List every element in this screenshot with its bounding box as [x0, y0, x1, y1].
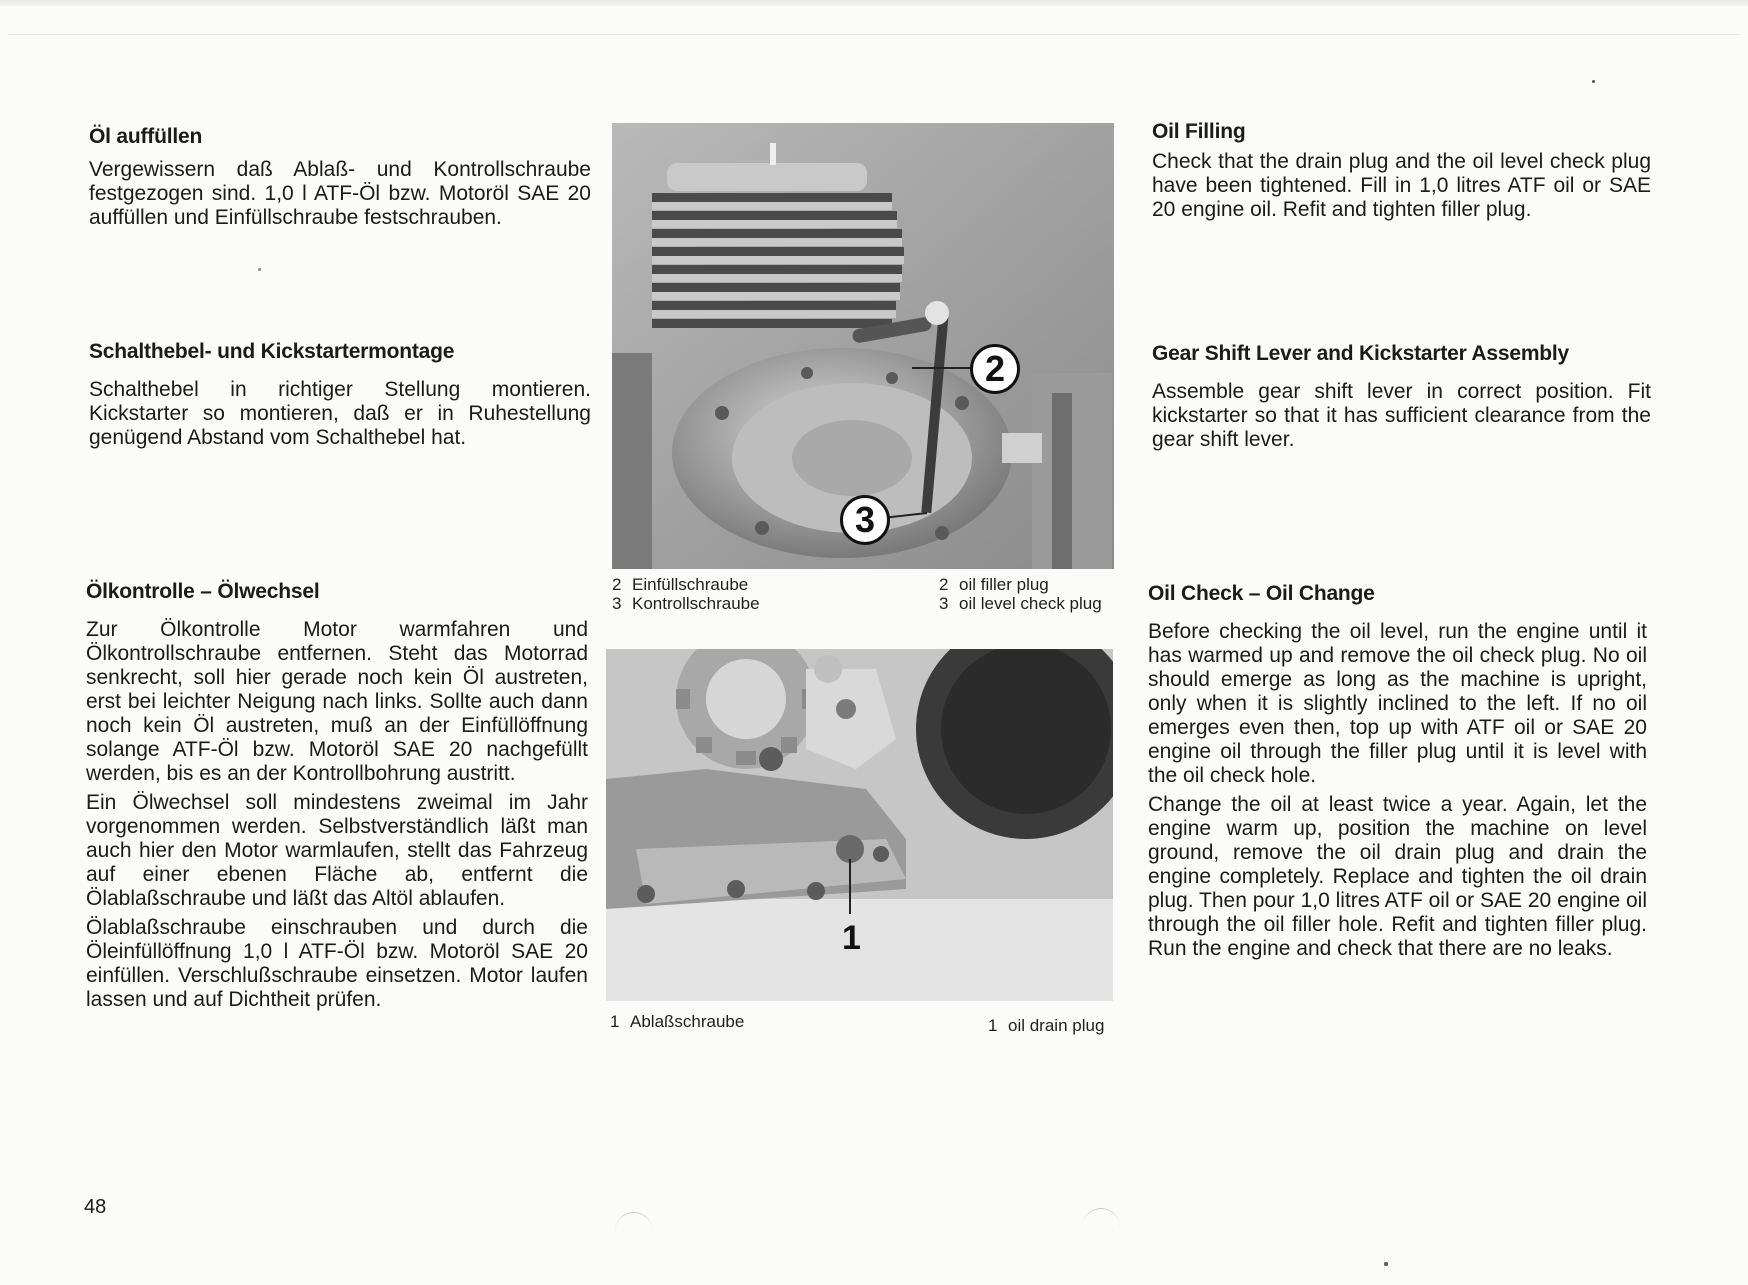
- english-oil-check-section: [1148, 582, 1647, 966]
- page-top-edge: [0, 0, 1748, 6]
- section-heading: Ölkontrolle – Ölwechsel: [86, 580, 320, 603]
- section-heading: Oil Filling: [1152, 120, 1246, 143]
- section-paragraph: Ölablaßschraube einschrauben und durch die Öleinfüllöffnung 1,0 l ATF-Öl bzw. Motoröl SAE 20 einfüllen. Verschlußschraube einsetzen. Motor laufen lassen und auf Dichtheit prüfen.: [86, 916, 588, 1011]
- section-paragraph: Before checking the oil level, run the engine until it has warmed up and remove the oil check plug. No oil should emerge as long as the machine is upright, only when it is slightly inclined to the left. If no oil emerges even then, top up with ATF oil or SAE 20 engine oil through the filler plug until it is level with the oil check hole.: [1148, 620, 1647, 787]
- section-text: Check that the drain plug and the oil level check plug have been tightened. Fill in 1,0 litres ATF oil or SAE 20 engine oil. Refit and tighten filler plug.: [1152, 150, 1651, 221]
- caption-line: 3 oil level check plug: [939, 594, 1102, 613]
- section-heading: Schalthebel- und Kickstartermontage: [89, 340, 455, 363]
- photo1-captions-de: [612, 575, 760, 613]
- caption-line: 2 oil filler plug: [939, 575, 1049, 594]
- scan-speck: [258, 268, 261, 271]
- english-gear-shift-section: [1152, 342, 1651, 457]
- scan-speck: [1592, 80, 1595, 83]
- callout-1: 1: [842, 919, 861, 957]
- callout-3: 3: [840, 495, 890, 545]
- photo2-caption-en: 1 oil drain plug: [988, 1016, 1105, 1035]
- callout-2: 2: [970, 344, 1020, 394]
- caption-line: 2 Einfüllschraube: [612, 575, 749, 594]
- page-number: 48: [84, 1196, 107, 1218]
- photo1-captions-en: [939, 575, 1102, 613]
- section-heading: Öl auffüllen: [89, 125, 203, 148]
- section-text: Schalthebel in richtiger Stellung montieren. Kickstarter so montieren, daß er in Ruhestellung genügend Abstand vom Schalthebel hat.: [89, 378, 591, 449]
- caption-line: 3 Kontrollschraube: [612, 594, 760, 613]
- scan-mark: [615, 1212, 653, 1251]
- drain-plug-illustration: [606, 649, 1113, 1001]
- photo2-caption-de: 1 Ablaßschraube: [610, 1012, 745, 1031]
- engine-photo-top: [612, 123, 1114, 569]
- section-heading: Gear Shift Lever and Kickstarter Assembly: [1152, 342, 1570, 365]
- section-paragraph: Zur Ölkontrolle Motor warmfahren und Ölkontrollschraube entfernen. Steht das Motorrad senkrecht, soll hier gerade noch kein Öl austreten, erst bei leichter Neigung nach links. Sollte auch dann noch kein Öl austreten, muß an der Einfüllöffnung solange ATF-Öl bzw. Motoröl SAE 20 nachgefüllt werden, bis es an der Kontrollbohrung austritt.: [86, 618, 588, 785]
- german-oil-filling-section: [89, 125, 591, 235]
- english-oil-filling-section: [1152, 120, 1651, 227]
- scan-speck: [1384, 1262, 1388, 1266]
- section-paragraph: Change the oil at least twice a year. Again, let the engine warm up, position the machine on level ground, remove the oil drain plug and drain the engine completely. Replace and tighten the oil drain plug. Then pour 1,0 litres ATF oil or SAE 20 engine oil through the oil filler hole. Refit and tighten filler plug. Run the engine and check that there are no leaks.: [1148, 793, 1647, 960]
- scan-mark: [1082, 1208, 1120, 1247]
- section-text: Vergewissern daß Ablaß- und Kontrollschraube festgezogen sind. 1,0 l ATF-Öl bzw. Motoröl SAE 20 auffüllen und Einfüllschraube festschrauben.: [89, 158, 591, 229]
- engine-photo-bottom: [606, 649, 1113, 1001]
- german-oil-check-section: [86, 580, 588, 1017]
- section-text: Assemble gear shift lever in correct position. Fit kickstarter so that it has sufficient clearance from the gear shift lever.: [1152, 380, 1651, 451]
- section-heading: Oil Check – Oil Change: [1148, 582, 1375, 605]
- german-gear-shift-section: [89, 340, 591, 455]
- section-paragraph: Ein Ölwechsel soll mindestens zweimal im Jahr vorgenommen werden. Selbstverständlich läßt man auch hier den Motor warmlaufen, stellt das Fahrzeug auf einer ebenen Fläche ab, entfernt die Ölablaßschraube und läßt das Altöl ablaufen.: [86, 791, 588, 910]
- page-rule: [8, 34, 1740, 35]
